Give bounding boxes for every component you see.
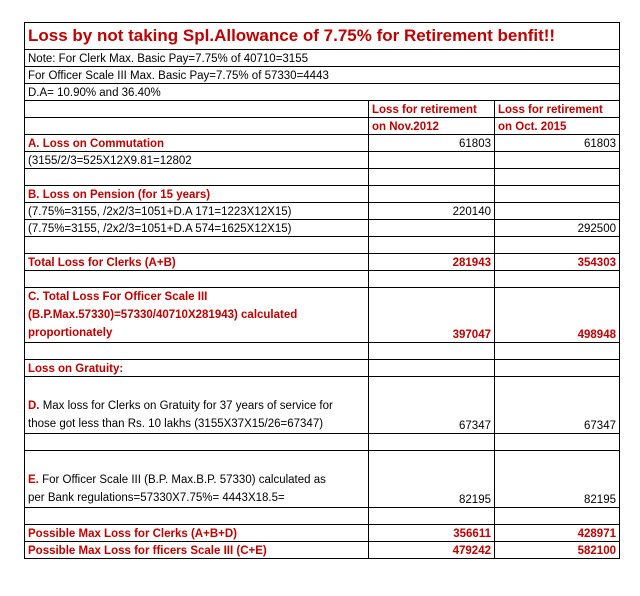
empty-cell [495,343,620,360]
gratuity-clerks-line1: Max loss for Clerks on Gratuity for 37 years of service for [39,400,333,412]
empty-cell [495,271,620,288]
gratuity-clerks-row [25,377,620,434]
empty-cell [369,152,495,169]
officer-total-row [25,288,620,343]
gratuity-officer-description [25,451,369,508]
note-clerk-basic-pay: Note: For Clerk Max. Basic Pay=7.75% of 40710=3155 [25,50,620,67]
empty-cell [495,434,620,451]
pension-2015-value: 292500 [495,220,620,237]
commutation-2012-value: 61803 [369,135,495,152]
note-row [25,84,620,101]
pension-formula-row [25,203,620,220]
note-row [25,67,620,84]
gratuity-officer-2012-value: 82195 [369,451,495,508]
commutation-2015-value: 61803 [495,135,620,152]
max-loss-officers-2012-value: 479242 [369,542,495,559]
header-row-1 [25,101,620,118]
empty-cell [369,508,495,525]
officer-total-label [25,288,369,343]
empty-cell [495,237,620,254]
max-loss-officers-label: Possible Max Loss for fficers Scale III (C+E) [25,542,369,559]
gratuity-officer-row [25,451,620,508]
max-loss-clerks-2012-value: 356611 [369,525,495,542]
empty-cell [495,152,620,169]
header-2015-line2: on Oct. 2015 [495,118,620,135]
gratuity-clerks-line2: those got less than Rs. 10 lakhs (3155X37X15/26=67347) [28,418,324,430]
empty-cell [25,508,369,525]
max-loss-officers-row [25,542,620,559]
officer-total-line2: (B.P.Max.57330)=57330/40710X281943) calculated [28,309,298,321]
total-clerks-label: Total Loss for Clerks (A+B) [25,254,369,271]
gratuity-label: Loss on Gratuity: [25,360,369,377]
gratuity-clerks-2015-value: 67347 [495,377,620,434]
commutation-label: A. Loss on Commutation [25,135,369,152]
gratuity-officer-line2: per Bank regulations=57330X7.75%= 4443X18.5= [28,492,285,504]
empty-cell [369,220,495,237]
pension-formula-2015: (7.75%=3155, /2x2/3=1051+D.A 574=1625X12X15) [25,220,369,237]
max-loss-clerks-label: Possible Max Loss for Clerks (A+B+D) [25,525,369,542]
pension-2012-value: 220140 [369,203,495,220]
pension-row [25,186,620,203]
officer-total-2012-value: 397047 [369,288,495,343]
note-officer-basic-pay: For Officer Scale III Max. Basic Pay=7.75% of 57330=4443 [25,67,620,84]
max-loss-officers-2015-value: 582100 [495,542,620,559]
empty-cell [495,360,620,377]
spacer-row [25,508,620,525]
pension-formula-row [25,220,620,237]
empty-cell [495,169,620,186]
empty-cell [495,508,620,525]
empty-cell [369,360,495,377]
spacer-row [25,237,620,254]
empty-cell [369,343,495,360]
commutation-formula-row [25,152,620,169]
gratuity-clerks-letter: D. [28,400,40,412]
spacer-row [25,169,620,186]
empty-cell [25,118,369,135]
empty-cell [369,186,495,203]
empty-cell [369,169,495,186]
gratuity-officer-2015-value: 82195 [495,451,620,508]
max-loss-clerks-row [25,525,620,542]
pension-formula-2012: (7.75%=3155, /2x2/3=1051+D.A 171=1223X12X15) [25,203,369,220]
officer-total-2015-value: 498948 [495,288,620,343]
total-clerks-2015-value: 354303 [495,254,620,271]
note-da-rates: D.A= 10.90% and 36.40% [25,84,620,101]
sheet-title: Loss by not taking Spl.Allowance of 7.75% for Retirement benfit!! [25,23,620,50]
gratuity-officer-line1: For Officer Scale III (B.P. Max.B.P. 57330) calculated as [38,474,326,486]
total-clerks-2012-value: 281943 [369,254,495,271]
max-loss-clerks-2015-value: 428971 [495,525,620,542]
gratuity-clerks-2012-value: 67347 [369,377,495,434]
empty-cell [369,237,495,254]
gratuity-label-row [25,360,620,377]
note-row [25,50,620,67]
spacer-row [25,271,620,288]
commutation-formula: (3155/2/3=525X12X9.81=12802 [25,152,369,169]
spacer-row [25,434,620,451]
header-2012-line1: Loss for retirement [369,101,495,118]
title-row [25,23,620,50]
empty-cell [25,237,369,254]
total-clerks-row [25,254,620,271]
empty-cell [25,434,369,451]
empty-cell [25,101,369,118]
gratuity-officer-letter: E. [28,474,39,486]
retirement-loss-table [24,22,620,559]
officer-total-line3: proportionately [28,327,113,339]
empty-cell [369,271,495,288]
pension-label: B. Loss on Pension (for 15 years) [25,186,369,203]
header-2012-line2: on Nov.2012 [369,118,495,135]
empty-cell [25,343,369,360]
empty-cell [495,203,620,220]
officer-total-line1: C. Total Loss For Officer Scale III [28,291,208,303]
empty-cell [25,271,369,288]
empty-cell [495,186,620,203]
commutation-row [25,135,620,152]
gratuity-clerks-description [25,377,369,434]
empty-cell [369,434,495,451]
empty-cell [25,169,369,186]
header-row-2 [25,118,620,135]
header-2015-line1: Loss for retirement [495,101,620,118]
spacer-row [25,343,620,360]
